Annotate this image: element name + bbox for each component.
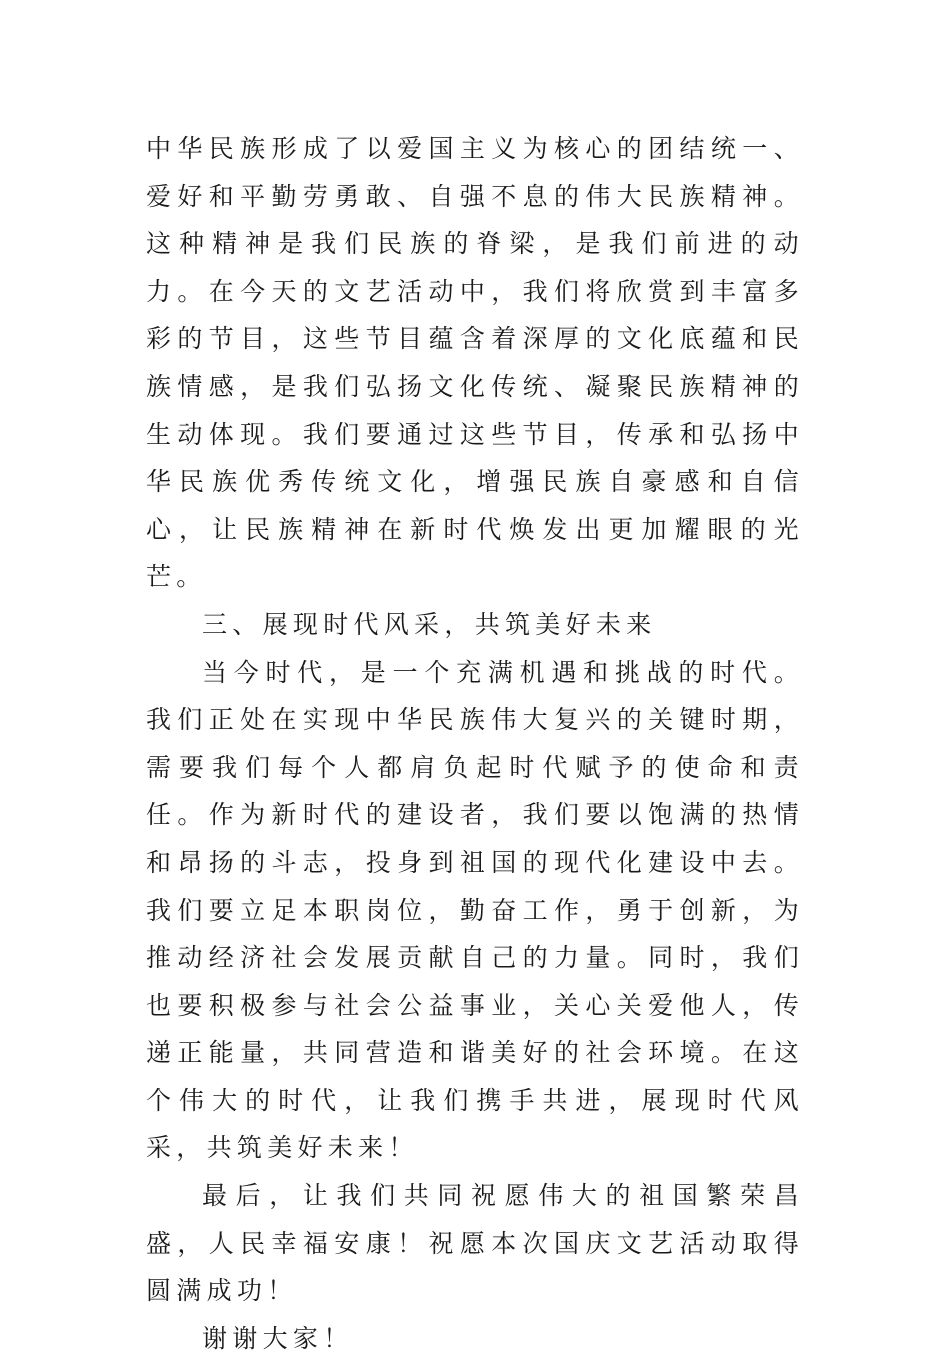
paragraph-thanks: 谢谢大家！ bbox=[202, 1323, 354, 1353]
paragraph-national-spirit: 中华民族形成了以爱国主义为核心的团结统一、爱好和平勤劳勇敢、自强不息的伟大民族精神。这种精神是我们民族的脊梁，是我们前进的动力。在今天的文艺活动中，我们将欣赏到丰富多彩的节目，这些节目蕴含着深厚的文化底蕴和民族情感，是我们弘扬文化传统、凝聚民族精神的生动体现。我们要通过这些节目，传承和弘扬中华民族优秀传统文化，增强民族自豪感和自信心，让民族精神在新时代焕发出更加耀眼的光芒。 bbox=[146, 134, 804, 592]
paragraph-closing-wishes: 最后，让我们共同祝愿伟大的祖国繁荣昌盛，人民幸福安康！祝愿本次国庆文艺活动取得圆满成功！ bbox=[146, 1181, 804, 1306]
document-page bbox=[146, 125, 804, 1362]
paragraph-era-mission: 当今时代，是一个充满机遇和挑战的时代。我们正处在实现中华民族伟大复兴的关键时期，需要我们每个人都肩负起时代赋予的使命和责任。作为新时代的建设者，我们要以饱满的热情和昂扬的斗志，投身到祖国的现代化建设中去。我们要立足本职岗位，勤奋工作，勇于创新，为推动经济社会发展贡献自己的力量。同时，我们也要积极参与社会公益事业，关心关爱他人，传递正能量，共同营造和谐美好的社会环境。在这个伟大的时代，让我们携手共进，展现时代风采，共筑美好未来！ bbox=[146, 657, 804, 1163]
section-heading-3: 三、展现时代风采，共筑美好未来 bbox=[202, 609, 657, 639]
